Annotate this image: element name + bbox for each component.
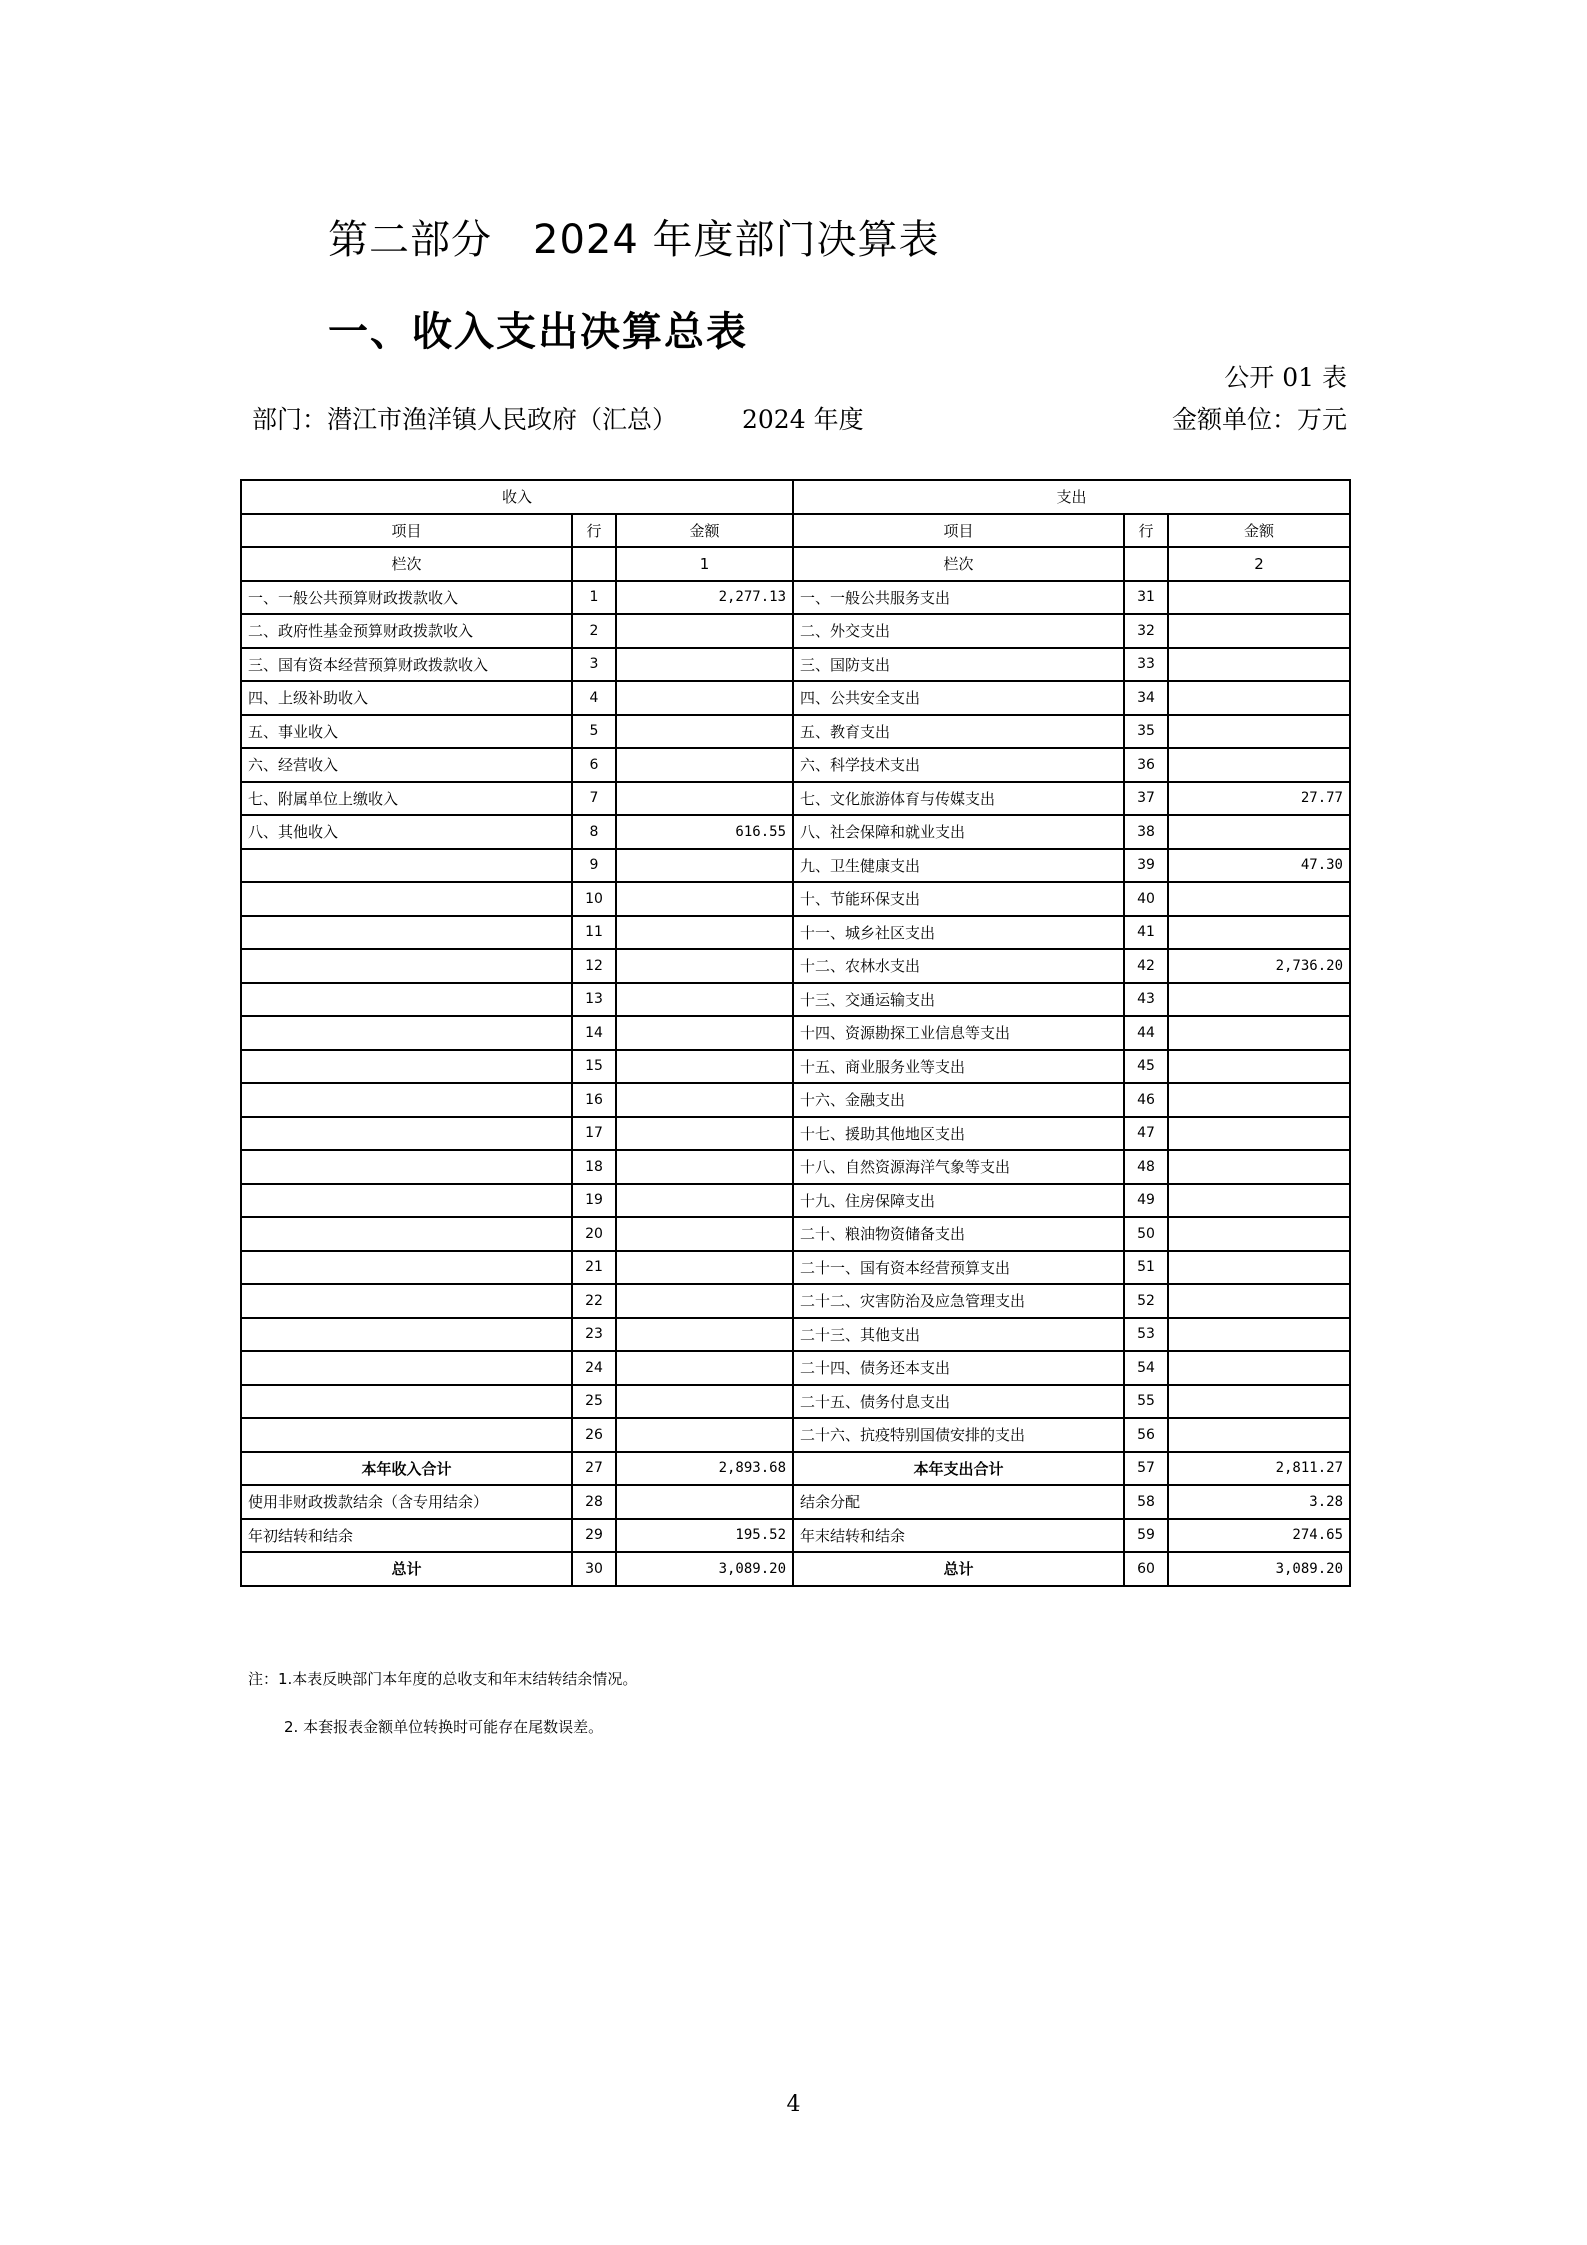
expense-amount-cell bbox=[1168, 1251, 1350, 1285]
income-item-cell bbox=[241, 1284, 572, 1318]
expense-item-cell: 十五、商业服务业等支出 bbox=[793, 1050, 1124, 1084]
income-row-number: 24 bbox=[572, 1351, 616, 1385]
income-row-number: 18 bbox=[572, 1150, 616, 1184]
income-amount-cell bbox=[616, 782, 793, 816]
expense-item-cell: 二十、粮油物资储备支出 bbox=[793, 1217, 1124, 1251]
table-row bbox=[241, 1083, 1350, 1117]
expense-row-number: 60 bbox=[1124, 1552, 1168, 1586]
expense-amount-cell bbox=[1168, 1083, 1350, 1117]
income-item-cell: 一、一般公共预算财政拨款收入 bbox=[241, 581, 572, 615]
table-row bbox=[241, 916, 1350, 950]
income-row-number: 19 bbox=[572, 1184, 616, 1218]
income-item-cell: 总计 bbox=[241, 1552, 572, 1586]
expense-row-number: 57 bbox=[1124, 1452, 1168, 1486]
income-expense-summary-table bbox=[240, 479, 1351, 1587]
expense-row-number: 43 bbox=[1124, 983, 1168, 1017]
expense-item-cell: 四、公共安全支出 bbox=[793, 681, 1124, 715]
expense-amount-cell bbox=[1168, 748, 1350, 782]
income-item-cell bbox=[241, 1117, 572, 1151]
department-label: 部门：潜江市渔洋镇人民政府（汇总） bbox=[252, 405, 678, 434]
table-row bbox=[241, 715, 1350, 749]
income-item-cell: 本年收入合计 bbox=[241, 1452, 572, 1486]
table-row bbox=[241, 581, 1350, 615]
income-amount-cell bbox=[616, 882, 793, 916]
income-amount-cell bbox=[616, 1318, 793, 1352]
table-row bbox=[241, 1251, 1350, 1285]
income-row-number: 3 bbox=[572, 648, 616, 682]
income-row-number: 7 bbox=[572, 782, 616, 816]
subtotal-row bbox=[241, 1452, 1350, 1486]
expense-row-number: 32 bbox=[1124, 614, 1168, 648]
expense-item-cell: 三、国防支出 bbox=[793, 648, 1124, 682]
income-row-number: 15 bbox=[572, 1050, 616, 1084]
income-item-cell bbox=[241, 949, 572, 983]
income-amount-cell: 195.52 bbox=[616, 1519, 793, 1553]
table-row bbox=[241, 1351, 1350, 1385]
expense-row-number: 42 bbox=[1124, 949, 1168, 983]
expense-item-cell: 十一、城乡社区支出 bbox=[793, 916, 1124, 950]
income-row-number: 9 bbox=[572, 849, 616, 883]
income-row-number: 2 bbox=[572, 614, 616, 648]
expense-row-number: 54 bbox=[1124, 1351, 1168, 1385]
expense-amount-cell bbox=[1168, 1385, 1350, 1419]
income-item-cell bbox=[241, 849, 572, 883]
expense-item-cell: 十四、资源勘探工业信息等支出 bbox=[793, 1016, 1124, 1050]
expense-amount-cell bbox=[1168, 916, 1350, 950]
income-item-cell bbox=[241, 882, 572, 916]
expense-row-number: 50 bbox=[1124, 1217, 1168, 1251]
table-row bbox=[241, 748, 1350, 782]
income-item-cell: 五、事业收入 bbox=[241, 715, 572, 749]
income-amount-cell: 3,089.20 bbox=[616, 1552, 793, 1586]
expense-row-number: 48 bbox=[1124, 1150, 1168, 1184]
income-item-cell bbox=[241, 1150, 572, 1184]
expense-amount-cell bbox=[1168, 614, 1350, 648]
income-item-cell: 七、附属单位上缴收入 bbox=[241, 782, 572, 816]
notes bbox=[248, 1668, 637, 1764]
expense-seq-number: 2 bbox=[1168, 547, 1350, 581]
column-header-row bbox=[241, 514, 1350, 548]
income-amount-cell bbox=[616, 916, 793, 950]
total-row bbox=[241, 1552, 1350, 1586]
expense-item-cell: 二十五、债务付息支出 bbox=[793, 1385, 1124, 1419]
income-item-cell bbox=[241, 983, 572, 1017]
table-row bbox=[241, 1519, 1350, 1553]
income-row-number: 11 bbox=[572, 916, 616, 950]
expense-amount-cell: 3.28 bbox=[1168, 1485, 1350, 1519]
expense-row-number: 59 bbox=[1124, 1519, 1168, 1553]
income-item-cell bbox=[241, 1351, 572, 1385]
expense-row-header: 行 bbox=[1124, 514, 1168, 548]
income-row-number: 13 bbox=[572, 983, 616, 1017]
income-amount-cell: 2,893.68 bbox=[616, 1452, 793, 1486]
table-row bbox=[241, 849, 1350, 883]
income-row-number: 22 bbox=[572, 1284, 616, 1318]
income-item-cell bbox=[241, 1418, 572, 1452]
expense-item-cell: 十八、自然资源海洋气象等支出 bbox=[793, 1150, 1124, 1184]
expense-amount-cell bbox=[1168, 581, 1350, 615]
expense-item-cell: 五、教育支出 bbox=[793, 715, 1124, 749]
expense-row-number: 37 bbox=[1124, 782, 1168, 816]
expense-row-number: 49 bbox=[1124, 1184, 1168, 1218]
expense-amount-cell bbox=[1168, 648, 1350, 682]
expense-item-cell: 十、节能环保支出 bbox=[793, 882, 1124, 916]
table-row bbox=[241, 882, 1350, 916]
income-amount-cell bbox=[616, 1050, 793, 1084]
income-seq-label: 栏次 bbox=[241, 547, 572, 581]
expense-amount-cell bbox=[1168, 1418, 1350, 1452]
income-amount-cell bbox=[616, 648, 793, 682]
table-row bbox=[241, 782, 1350, 816]
expense-item-cell: 二十三、其他支出 bbox=[793, 1318, 1124, 1352]
table-row bbox=[241, 815, 1350, 849]
expense-item-cell: 结余分配 bbox=[793, 1485, 1124, 1519]
expense-amount-cell: 27.77 bbox=[1168, 782, 1350, 816]
income-item-cell bbox=[241, 1083, 572, 1117]
expense-amount-cell bbox=[1168, 1117, 1350, 1151]
expense-item-cell: 六、科学技术支出 bbox=[793, 748, 1124, 782]
income-row-number: 5 bbox=[572, 715, 616, 749]
income-item-cell: 使用非财政拨款结余（含专用结余） bbox=[241, 1485, 572, 1519]
expense-row-number: 52 bbox=[1124, 1284, 1168, 1318]
income-row-number: 14 bbox=[572, 1016, 616, 1050]
income-row-number: 23 bbox=[572, 1318, 616, 1352]
income-amount-cell bbox=[616, 1016, 793, 1050]
income-item-cell bbox=[241, 1318, 572, 1352]
expense-amount-cell bbox=[1168, 1150, 1350, 1184]
income-item-cell bbox=[241, 1184, 572, 1218]
income-item-cell bbox=[241, 1385, 572, 1419]
expense-item-cell: 八、社会保障和就业支出 bbox=[793, 815, 1124, 849]
income-section-header: 收入 bbox=[241, 480, 793, 514]
income-item-cell bbox=[241, 1251, 572, 1285]
income-row-number: 20 bbox=[572, 1217, 616, 1251]
income-item-cell: 四、上级补助收入 bbox=[241, 681, 572, 715]
income-item-header: 项目 bbox=[241, 514, 572, 548]
income-amount-cell bbox=[616, 949, 793, 983]
expense-amount-cell bbox=[1168, 815, 1350, 849]
table-title: 一、收入支出决算总表 bbox=[328, 309, 748, 355]
expense-item-cell: 二十四、债务还本支出 bbox=[793, 1351, 1124, 1385]
expense-row-number: 44 bbox=[1124, 1016, 1168, 1050]
expense-amount-cell bbox=[1168, 1016, 1350, 1050]
income-row-number: 4 bbox=[572, 681, 616, 715]
expense-item-cell: 一、一般公共服务支出 bbox=[793, 581, 1124, 615]
income-amount-cell bbox=[616, 849, 793, 883]
income-amount-cell bbox=[616, 1284, 793, 1318]
expense-row-number: 58 bbox=[1124, 1485, 1168, 1519]
table-row bbox=[241, 681, 1350, 715]
table-row bbox=[241, 1485, 1350, 1519]
income-row-number: 25 bbox=[572, 1385, 616, 1419]
expense-amount-cell bbox=[1168, 882, 1350, 916]
income-row-number: 8 bbox=[572, 815, 616, 849]
expense-row-number: 46 bbox=[1124, 1083, 1168, 1117]
income-amount-cell bbox=[616, 748, 793, 782]
expense-amount-header: 金额 bbox=[1168, 514, 1350, 548]
expense-item-cell: 年末结转和结余 bbox=[793, 1519, 1124, 1553]
expense-amount-cell bbox=[1168, 681, 1350, 715]
expense-row-number: 33 bbox=[1124, 648, 1168, 682]
table-row bbox=[241, 1385, 1350, 1419]
expense-item-cell: 十七、援助其他地区支出 bbox=[793, 1117, 1124, 1151]
expense-item-cell: 二十一、国有资本经营预算支出 bbox=[793, 1251, 1124, 1285]
expense-row-number: 38 bbox=[1124, 815, 1168, 849]
expense-seq-row-cell bbox=[1124, 547, 1168, 581]
expense-item-cell: 二十六、抗疫特别国债安排的支出 bbox=[793, 1418, 1124, 1452]
expense-row-number: 55 bbox=[1124, 1385, 1168, 1419]
expense-amount-cell: 2,736.20 bbox=[1168, 949, 1350, 983]
table-row bbox=[241, 1217, 1350, 1251]
income-amount-cell bbox=[616, 1385, 793, 1419]
expense-section-header: 支出 bbox=[793, 480, 1350, 514]
income-amount-cell bbox=[616, 1117, 793, 1151]
expense-amount-cell bbox=[1168, 1184, 1350, 1218]
income-amount-cell bbox=[616, 1217, 793, 1251]
amount-unit: 金额单位：万元 bbox=[1171, 405, 1347, 434]
form-code: 公开 01 表 bbox=[1224, 363, 1347, 392]
expense-item-cell: 十九、住房保障支出 bbox=[793, 1184, 1124, 1218]
fiscal-year: 2024 年度 bbox=[742, 405, 864, 434]
page-number: 4 bbox=[786, 2092, 801, 2117]
income-row-number: 27 bbox=[572, 1452, 616, 1486]
income-row-number: 28 bbox=[572, 1485, 616, 1519]
expense-item-header: 项目 bbox=[793, 514, 1124, 548]
income-row-number: 21 bbox=[572, 1251, 616, 1285]
income-amount-cell bbox=[616, 1485, 793, 1519]
expense-item-cell: 十六、金融支出 bbox=[793, 1083, 1124, 1117]
expense-row-number: 41 bbox=[1124, 916, 1168, 950]
table-row bbox=[241, 1418, 1350, 1452]
expense-amount-cell: 3,089.20 bbox=[1168, 1552, 1350, 1586]
income-amount-cell bbox=[616, 715, 793, 749]
expense-row-number: 47 bbox=[1124, 1117, 1168, 1151]
income-row-number: 16 bbox=[572, 1083, 616, 1117]
expense-amount-cell bbox=[1168, 1351, 1350, 1385]
expense-amount-cell bbox=[1168, 715, 1350, 749]
expense-item-cell: 十三、交通运输支出 bbox=[793, 983, 1124, 1017]
expense-amount-cell: 2,811.27 bbox=[1168, 1452, 1350, 1486]
table-row bbox=[241, 1117, 1350, 1151]
income-amount-cell bbox=[616, 983, 793, 1017]
income-item-cell bbox=[241, 1050, 572, 1084]
income-item-cell bbox=[241, 916, 572, 950]
table-row bbox=[241, 1050, 1350, 1084]
income-amount-cell bbox=[616, 681, 793, 715]
income-amount-cell bbox=[616, 1418, 793, 1452]
income-item-cell: 六、经营收入 bbox=[241, 748, 572, 782]
income-row-number: 10 bbox=[572, 882, 616, 916]
income-seq-number: 1 bbox=[616, 547, 793, 581]
income-amount-cell bbox=[616, 1251, 793, 1285]
table-row bbox=[241, 949, 1350, 983]
expense-amount-cell: 274.65 bbox=[1168, 1519, 1350, 1553]
expense-row-number: 45 bbox=[1124, 1050, 1168, 1084]
income-row-number: 30 bbox=[572, 1552, 616, 1586]
income-row-number: 29 bbox=[572, 1519, 616, 1553]
part-title: 第二部分 2024 年度部门决算表 bbox=[328, 217, 940, 263]
income-amount-cell bbox=[616, 1150, 793, 1184]
expense-amount-cell: 47.30 bbox=[1168, 849, 1350, 883]
expense-row-number: 34 bbox=[1124, 681, 1168, 715]
income-row-number: 6 bbox=[572, 748, 616, 782]
expense-row-number: 31 bbox=[1124, 581, 1168, 615]
income-row-number: 26 bbox=[572, 1418, 616, 1452]
table-row bbox=[241, 983, 1350, 1017]
table-row bbox=[241, 1150, 1350, 1184]
table-row bbox=[241, 1016, 1350, 1050]
expense-row-number: 40 bbox=[1124, 882, 1168, 916]
table-row bbox=[241, 1284, 1350, 1318]
income-amount-header: 金额 bbox=[616, 514, 793, 548]
income-item-cell: 八、其他收入 bbox=[241, 815, 572, 849]
table-row bbox=[241, 1184, 1350, 1218]
income-amount-cell: 2,277.13 bbox=[616, 581, 793, 615]
income-amount-cell bbox=[616, 1083, 793, 1117]
expense-row-number: 56 bbox=[1124, 1418, 1168, 1452]
expense-item-cell: 本年支出合计 bbox=[793, 1452, 1124, 1486]
expense-amount-cell bbox=[1168, 983, 1350, 1017]
income-amount-cell bbox=[616, 1351, 793, 1385]
expense-item-cell: 九、卫生健康支出 bbox=[793, 849, 1124, 883]
expense-amount-cell bbox=[1168, 1284, 1350, 1318]
income-seq-row-cell bbox=[572, 547, 616, 581]
income-row-header: 行 bbox=[572, 514, 616, 548]
income-amount-cell bbox=[616, 1184, 793, 1218]
expense-seq-label: 栏次 bbox=[793, 547, 1124, 581]
table-row bbox=[241, 614, 1350, 648]
column-sequence-row bbox=[241, 547, 1350, 581]
expense-row-number: 36 bbox=[1124, 748, 1168, 782]
expense-item-cell: 总计 bbox=[793, 1552, 1124, 1586]
section-header-row bbox=[241, 480, 1350, 514]
expense-item-cell: 二十二、灾害防治及应急管理支出 bbox=[793, 1284, 1124, 1318]
expense-row-number: 51 bbox=[1124, 1251, 1168, 1285]
income-item-cell bbox=[241, 1217, 572, 1251]
income-item-cell: 二、政府性基金预算财政拨款收入 bbox=[241, 614, 572, 648]
table-row bbox=[241, 1318, 1350, 1352]
expense-row-number: 35 bbox=[1124, 715, 1168, 749]
income-amount-cell: 616.55 bbox=[616, 815, 793, 849]
note-2: 2. 本套报表金额单位转换时可能存在尾数误差。 bbox=[284, 1718, 604, 1736]
income-item-cell: 三、国有资本经营预算财政拨款收入 bbox=[241, 648, 572, 682]
income-row-number: 12 bbox=[572, 949, 616, 983]
table-row bbox=[241, 648, 1350, 682]
income-row-number: 17 bbox=[572, 1117, 616, 1151]
income-item-cell: 年初结转和结余 bbox=[241, 1519, 572, 1553]
income-amount-cell bbox=[616, 614, 793, 648]
income-row-number: 1 bbox=[572, 581, 616, 615]
expense-item-cell: 七、文化旅游体育与传媒支出 bbox=[793, 782, 1124, 816]
expense-item-cell: 十二、农林水支出 bbox=[793, 949, 1124, 983]
expense-amount-cell bbox=[1168, 1217, 1350, 1251]
expense-item-cell: 二、外交支出 bbox=[793, 614, 1124, 648]
expense-amount-cell bbox=[1168, 1050, 1350, 1084]
income-item-cell bbox=[241, 1016, 572, 1050]
expense-row-number: 53 bbox=[1124, 1318, 1168, 1352]
expense-amount-cell bbox=[1168, 1318, 1350, 1352]
expense-row-number: 39 bbox=[1124, 849, 1168, 883]
note-1: 注：1.本表反映部门本年度的总收支和年末结转结余情况。 bbox=[248, 1670, 638, 1688]
